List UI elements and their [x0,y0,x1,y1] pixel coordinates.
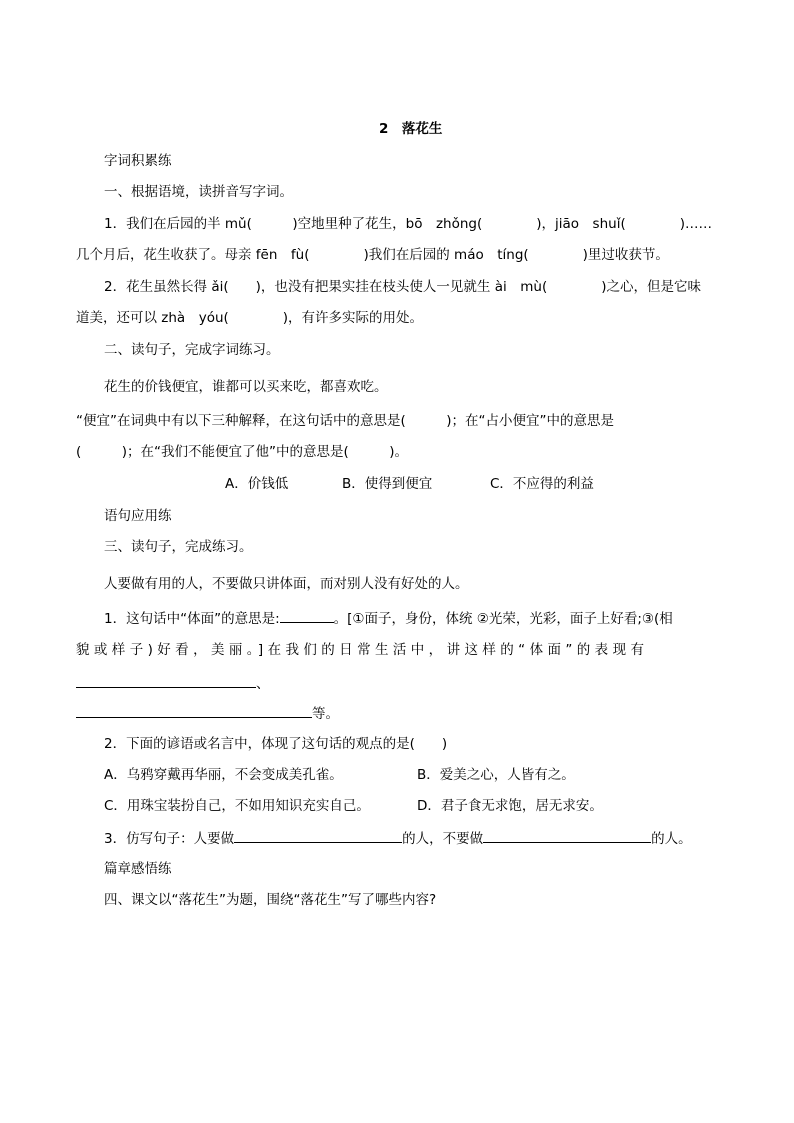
question-3-item-2: 2．下面的谚语或名言中，体现了这句话的观点的是( ) [104,736,448,752]
question-1-item-2-line-1: 2．花生虽然长得 ǎi( )，也没有把果实挂在枝头使人一见就生 ài mù( )之心，但是它味 [104,279,701,295]
question-1-item-2-line-2: 道美，还可以 zhà yóu( )，有许多实际的用处。 [76,310,424,326]
answer-blank-imitation-1[interactable] [234,829,402,843]
question-3-item-3 [104,829,692,848]
question-2-option-c: C．不应得的利益 [490,476,594,492]
comma-separator: 、 [256,676,270,692]
line-end-text: 等。 [312,706,339,722]
imitation-prefix: 3．仿写句子：人要做 [104,831,235,847]
question-3-item-1-line-1 [104,609,673,628]
question-1-item-1-line-2: 几个月后，花生收获了。母亲 fēn fù( )我们在后园的 máo tíng( )里过收获节。 [76,247,669,263]
question-2-sentence: 花生的价钱便宜，谁都可以买来吃，都喜欢吃。 [104,379,388,395]
question-2-text-line-1: “便宜”在词典中有以下三种解释，在这句话中的意思是( )；在“占小便宜”中的意思是 [76,413,615,429]
question-2-option-a: A．价钱低 [225,476,289,492]
answer-blank-tiimian-meaning[interactable] [280,609,334,623]
question-3-option-b: B．爱美之心，人皆有之。 [417,767,575,783]
question-3-sentence: 人要做有用的人，不要做只讲体面，而对别人没有好处的人。 [104,576,469,592]
question-1-title: 一、根据语境，读拼音写字词。 [104,184,293,200]
section-heading-vocabulary: 字词积累练 [104,153,172,169]
section-heading-sentences: 语句应用练 [104,508,172,524]
answer-blank-example-2[interactable] [76,704,312,718]
question-3-option-a: A．乌鸦穿戴再华丽，不会变成美孔雀。 [104,767,343,783]
imitation-middle: 的人，不要做 [402,831,484,847]
question-3-title: 三、读句子，完成练习。 [104,539,253,555]
question-1-item-1-line-1: 1．我们在后园的半 mǔ( )空地里种了花生，bō zhǒng( )，jiāo shuǐ( )…… [104,216,712,232]
imitation-suffix: 的人。 [651,831,692,847]
question-3-item-1-line-2: 貌或样子)好看，美丽。]在我们的日常生活中，讲这样的“体面”的表现有 [76,642,649,658]
question-2-title: 二、读句子，完成字词练习。 [104,342,280,358]
question-3-item-1-prefix: 1．这句话中“体面”的意思是: [104,611,280,627]
question-2-text-line-2: ( )；在“我们不能便宜了他”中的意思是( )。 [76,444,409,460]
answer-blank-example-1[interactable] [76,674,256,688]
question-4-title: 四、课文以“落花生”为题，围绕“落花生”写了哪些内容? [104,892,437,908]
question-3-item-1-definitions: 。[①面子，身份，体统 ②光荣，光彩，面子上好看;③(相 [333,611,673,627]
question-2-option-b: B．使得到便宜 [342,476,433,492]
question-3-option-c: C．用珠宝装扮自己，不如用知识充实自己。 [104,798,370,814]
answer-blank-imitation-2[interactable] [483,829,651,843]
question-3-item-1-line-3 [76,674,270,693]
page-title: 2 落花生 [379,121,443,137]
section-heading-reading: 篇章感悟练 [104,861,172,877]
question-3-option-d: D．君子食无求饱，居无求安。 [417,798,603,814]
question-3-item-1-line-4 [76,704,339,723]
